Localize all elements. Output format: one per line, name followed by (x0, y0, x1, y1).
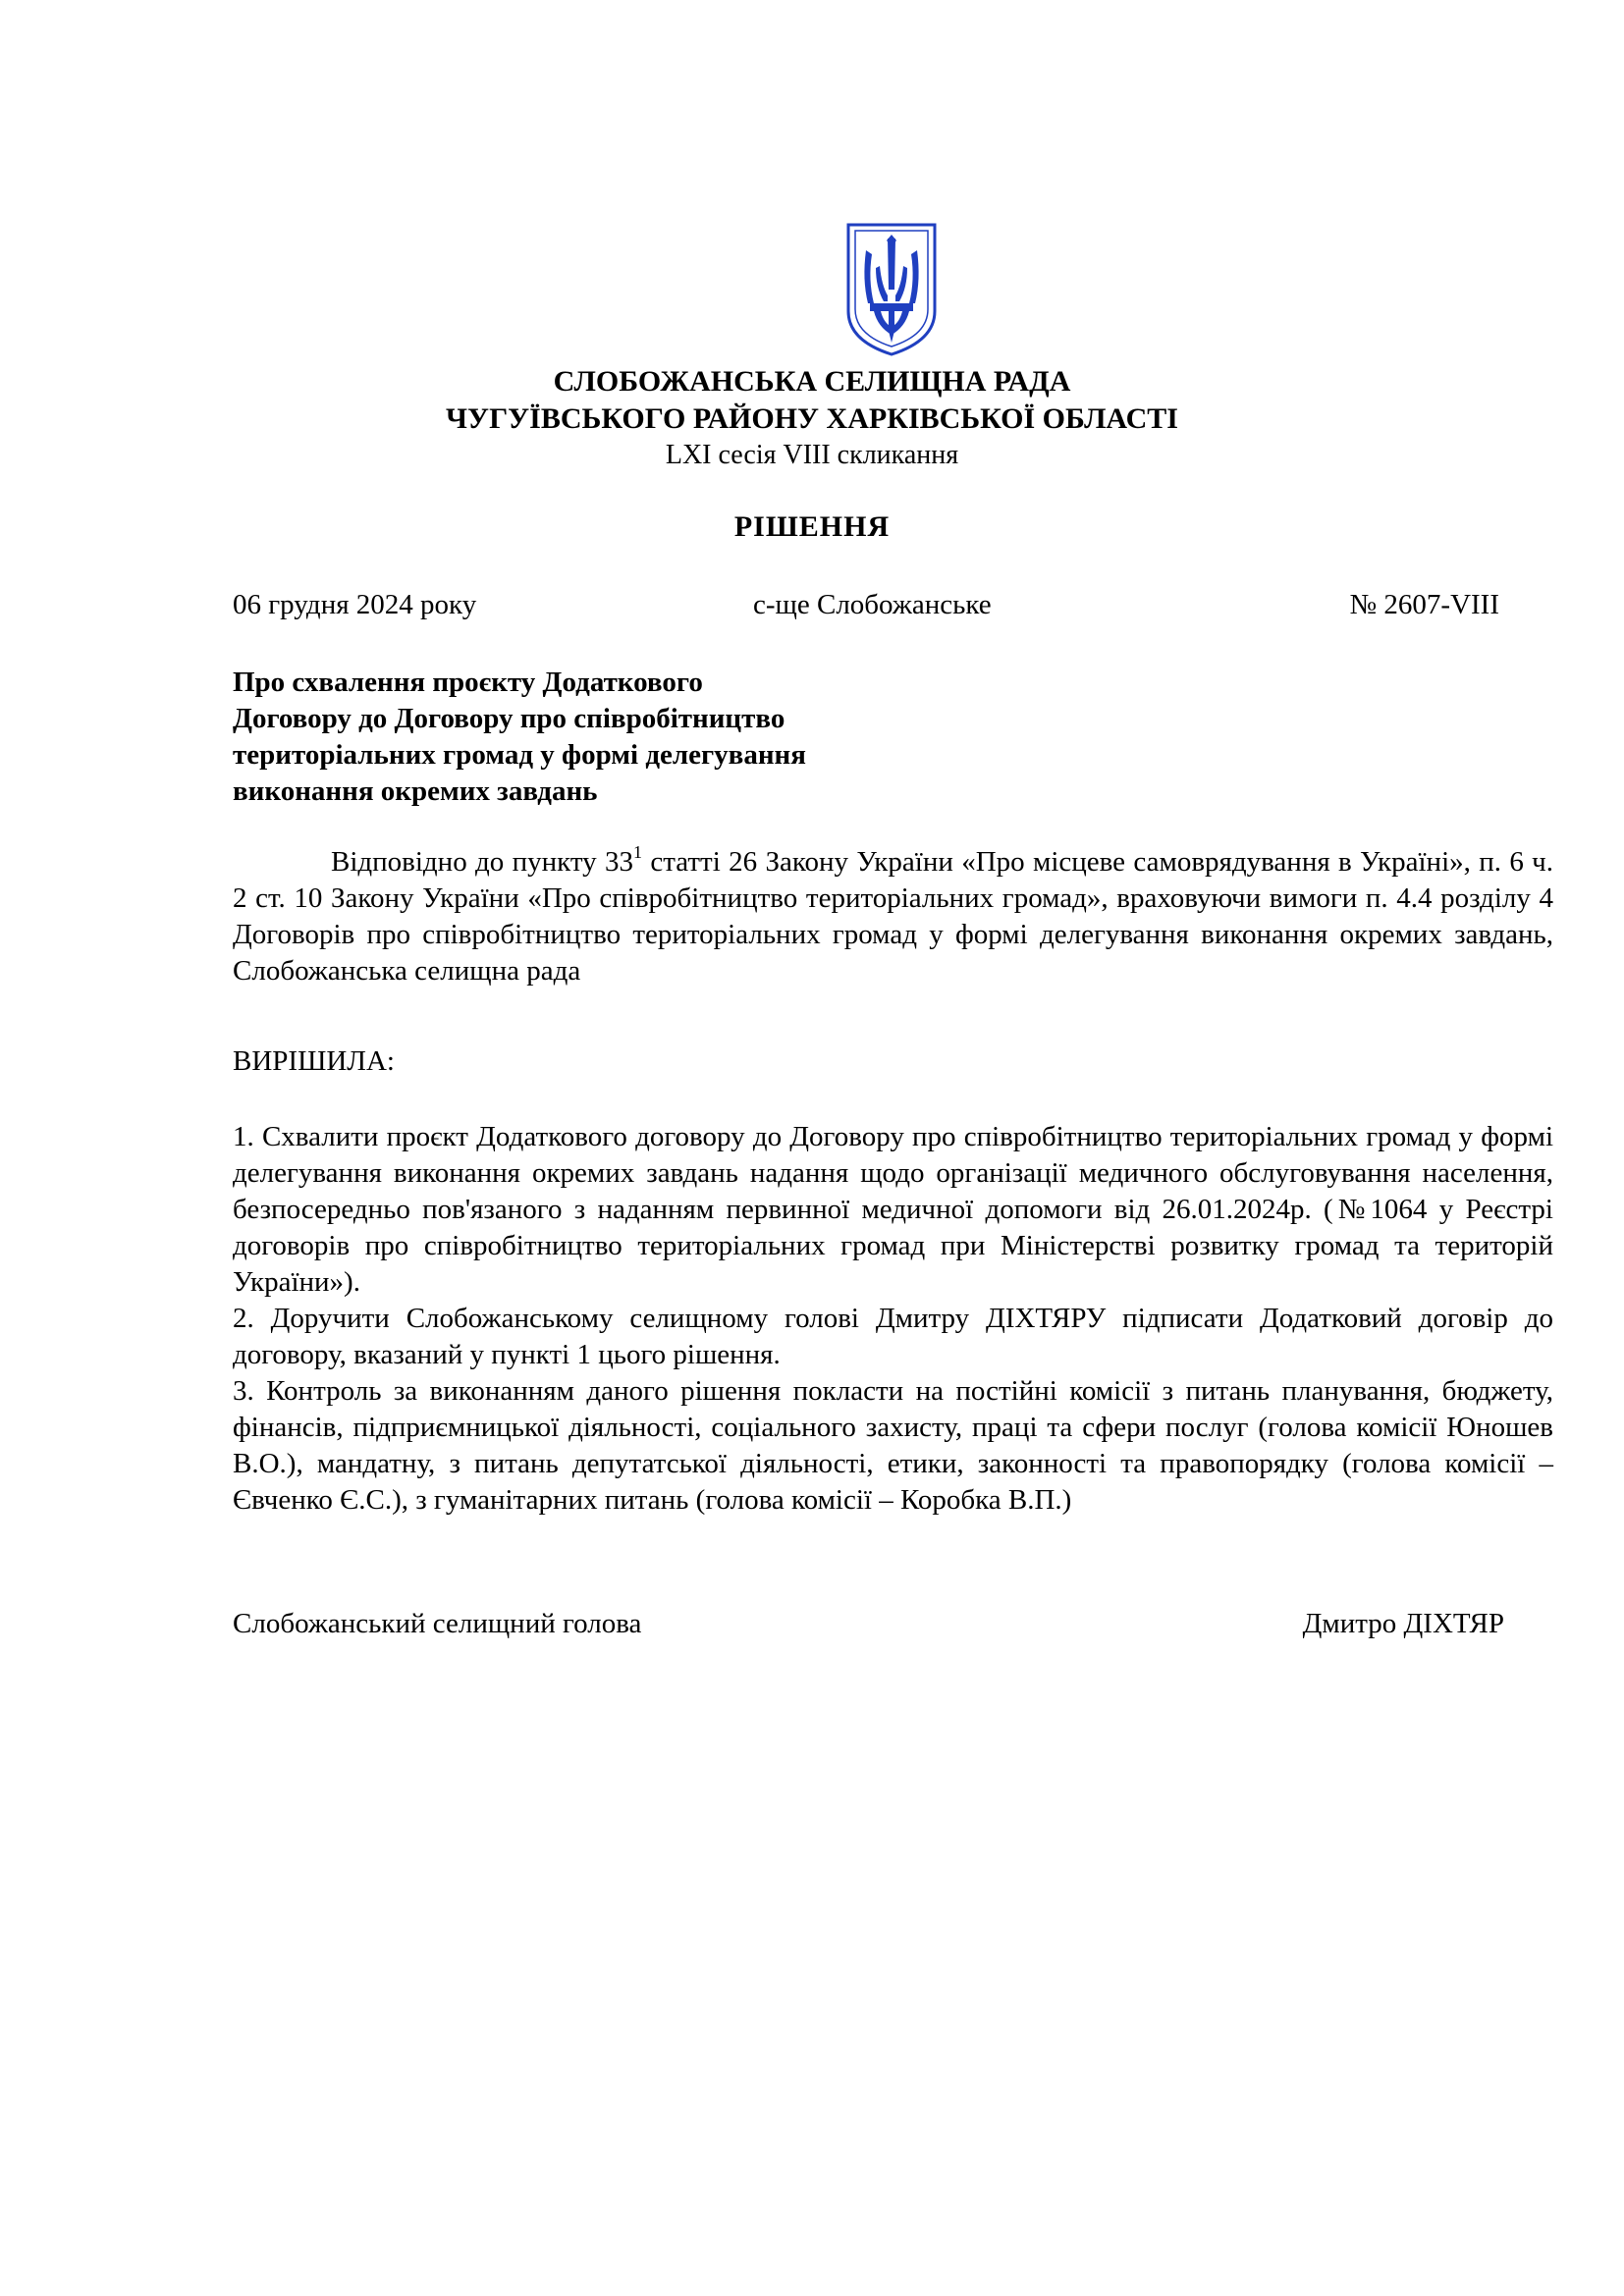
preamble-text-rest: статті 26 Закону України «Про місцеве самоврядування в Україні», п. 6 ч. 2 ст. 10 Закону України «Про співробітництво територіальних громад», враховуючи вимоги п. 4.4 розділу 4 Договорів про співробітництво територіальних громад у формі делегування виконання окремих завдань, Слобожанська селищна рада (233, 846, 1553, 987)
decision-items (233, 1119, 1553, 1519)
session-label: LXI сесія VIII скликання (665, 440, 959, 470)
council-name-line2: ЧУГУЇВСЬКОГО РАЙОНУ ХАРКІВСЬКОЇ ОБЛАСТІ (446, 402, 1178, 435)
decision-item: 1. Схвалити проєкт Додаткового договору до Договору про співробітництво територіальних громад у формі делегування виконання окремих завдань надання щодо організації медичного обслуговування населення, безпосередньо пов'язаного з наданням первинної медичної допомоги від 26.01.2024р. (№1064 у Реєстрі договорів про співробітництво територіальних громад при Міністерстві розвитку громад та територій України»). (233, 1121, 1553, 1298)
signature-block (233, 1608, 1504, 1647)
trident-coat-of-arms-icon (842, 221, 941, 358)
decision-item: 2. Доручити Слобожанському селищному голові Дмитру ДІХТЯРУ підписати Додатковий договір до договору, вказаний у пункті 1 цього рішення. (233, 1303, 1553, 1370)
decision-item: 3. Контроль за виконанням даного рішення покласти на постійні комісії з питань планування, бюджету, фінансів, підприємницької діяльності, соціального захисту, праці та сфери послуг (голова комісії Юношев В.О.), мандатну, з питань депутатської діяльності, етики, законності та правопорядку (голова комісії – Євченко Є.С.), з гуманітарних питань (голова комісії – Коробка В.П.) (233, 1375, 1553, 1516)
decision-number: № 2607-VIII (1349, 589, 1499, 620)
decision-date: 06 грудня 2024 року (233, 589, 477, 620)
subject-line: територіальних громад у формі делегування (233, 739, 806, 771)
subject-line: Про схвалення проєкту Додаткового (233, 667, 703, 698)
signatory-position: Слобожанський селищний голова (233, 1608, 642, 1639)
subject-line: Договору до Договору про співробітництво (233, 703, 785, 734)
resolved-label: ВИРІШИЛА: (233, 1045, 395, 1077)
council-name (0, 363, 1624, 438)
preamble-paragraph (233, 844, 1553, 989)
council-name-line1: СЛОБОЖАНСЬКА СЕЛИЩНА РАДА (553, 365, 1071, 398)
preamble-superscript: 1 (633, 842, 643, 862)
decision-subject (233, 665, 959, 810)
signatory-name: Дмитро ДІХТЯР (1302, 1608, 1504, 1639)
decision-place: с-ще Слобожанське (753, 589, 992, 620)
subject-line: виконання окремих завдань (233, 775, 598, 807)
decision-meta-row (233, 589, 1499, 628)
document-title: РІШЕННЯ (733, 510, 891, 543)
preamble-text-start: Відповідно до пункту 33 (331, 846, 634, 878)
